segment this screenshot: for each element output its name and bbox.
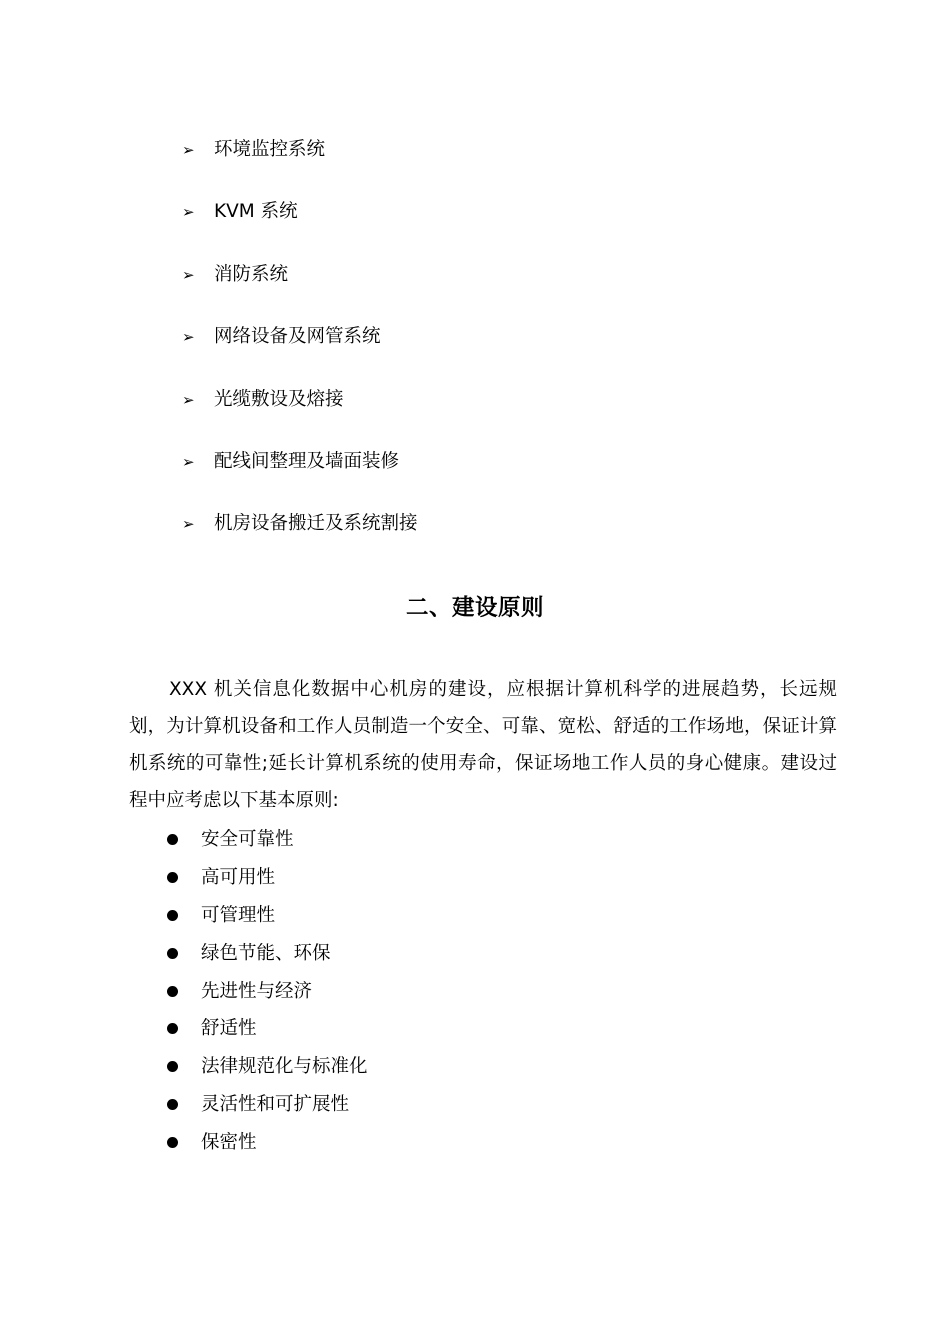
- list-item-label: 先进性与经济: [201, 980, 313, 1002]
- list-item-label: 配线间整理及墙面装修: [214, 450, 400, 472]
- list-item-label: 消防系统: [214, 263, 289, 285]
- arrow-bullet-icon: ➢: [182, 328, 195, 347]
- list-item: [182, 198, 418, 260]
- arrow-bullet-icon: ➢: [182, 390, 195, 409]
- list-item-label: 网络设备及网管系统: [214, 326, 381, 348]
- bullet-dot-icon: [167, 986, 178, 997]
- list-item: [167, 1049, 368, 1087]
- arrow-bullet-icon: ➢: [182, 515, 195, 534]
- list-item-label: 可管理性: [201, 904, 276, 926]
- bullet-dot-icon: [167, 1061, 178, 1072]
- arrow-bullet-icon: ➢: [182, 141, 195, 159]
- list-item: [167, 1011, 368, 1049]
- list-item-label: KVM 系统: [214, 201, 298, 223]
- arrow-bullet-icon: ➢: [182, 452, 195, 471]
- list-item-label: 安全可靠性: [201, 829, 294, 850]
- list-item-label: 法律规范化与标准化: [201, 1056, 368, 1078]
- list-item-label: 保密性: [201, 1132, 257, 1154]
- intro-paragraph: XXX 机关信息化数据中心机房的建设，应根据计算机科学的进展趋势，长远规划，为计算机设备和工作人员制造一个安全、可靠、宽松、舒适的工作场地，保证计算机系统的可靠性;延长计算机系统的使用寿命，保证场地工作人员的身心健康。建设过程中应考虑以下基本原则:: [129, 679, 837, 811]
- list-item-label: 绿色节能、环保: [201, 942, 331, 964]
- system-list: [182, 136, 418, 573]
- bullet-dot-icon: [167, 834, 178, 845]
- bullet-dot-icon: [167, 1137, 178, 1148]
- list-item-label: 高可用性: [201, 866, 276, 888]
- bullet-dot-icon: [167, 872, 178, 883]
- list-item-label: 环境监控系统: [214, 139, 326, 160]
- list-item: [167, 860, 368, 898]
- section-heading: 二、建设原则: [405, 595, 544, 621]
- list-item: [167, 936, 368, 974]
- list-item: [167, 1087, 368, 1125]
- bullet-dot-icon: [167, 910, 178, 921]
- arrow-bullet-icon: ➢: [182, 265, 195, 284]
- bullet-dot-icon: [167, 948, 178, 959]
- list-item: [182, 323, 418, 385]
- list-item-label: 光缆敷设及熔接: [214, 388, 344, 410]
- list-item: [182, 510, 418, 572]
- list-item: [182, 386, 418, 448]
- bullet-dot-icon: [167, 1023, 178, 1034]
- list-item-label: 舒适性: [201, 1018, 257, 1040]
- list-item: [167, 822, 368, 860]
- principles-list: [167, 822, 368, 1163]
- arrow-bullet-icon: ➢: [182, 203, 195, 222]
- list-item: [167, 898, 368, 936]
- list-item-label: 机房设备搬迁及系统割接: [214, 513, 418, 535]
- list-item: [182, 136, 418, 198]
- list-item: [182, 261, 418, 323]
- list-item-label: 灵活性和可扩展性: [201, 1094, 350, 1116]
- list-item: [167, 974, 368, 1012]
- bullet-dot-icon: [167, 1099, 178, 1110]
- list-item: [182, 448, 418, 510]
- list-item: [167, 1125, 368, 1163]
